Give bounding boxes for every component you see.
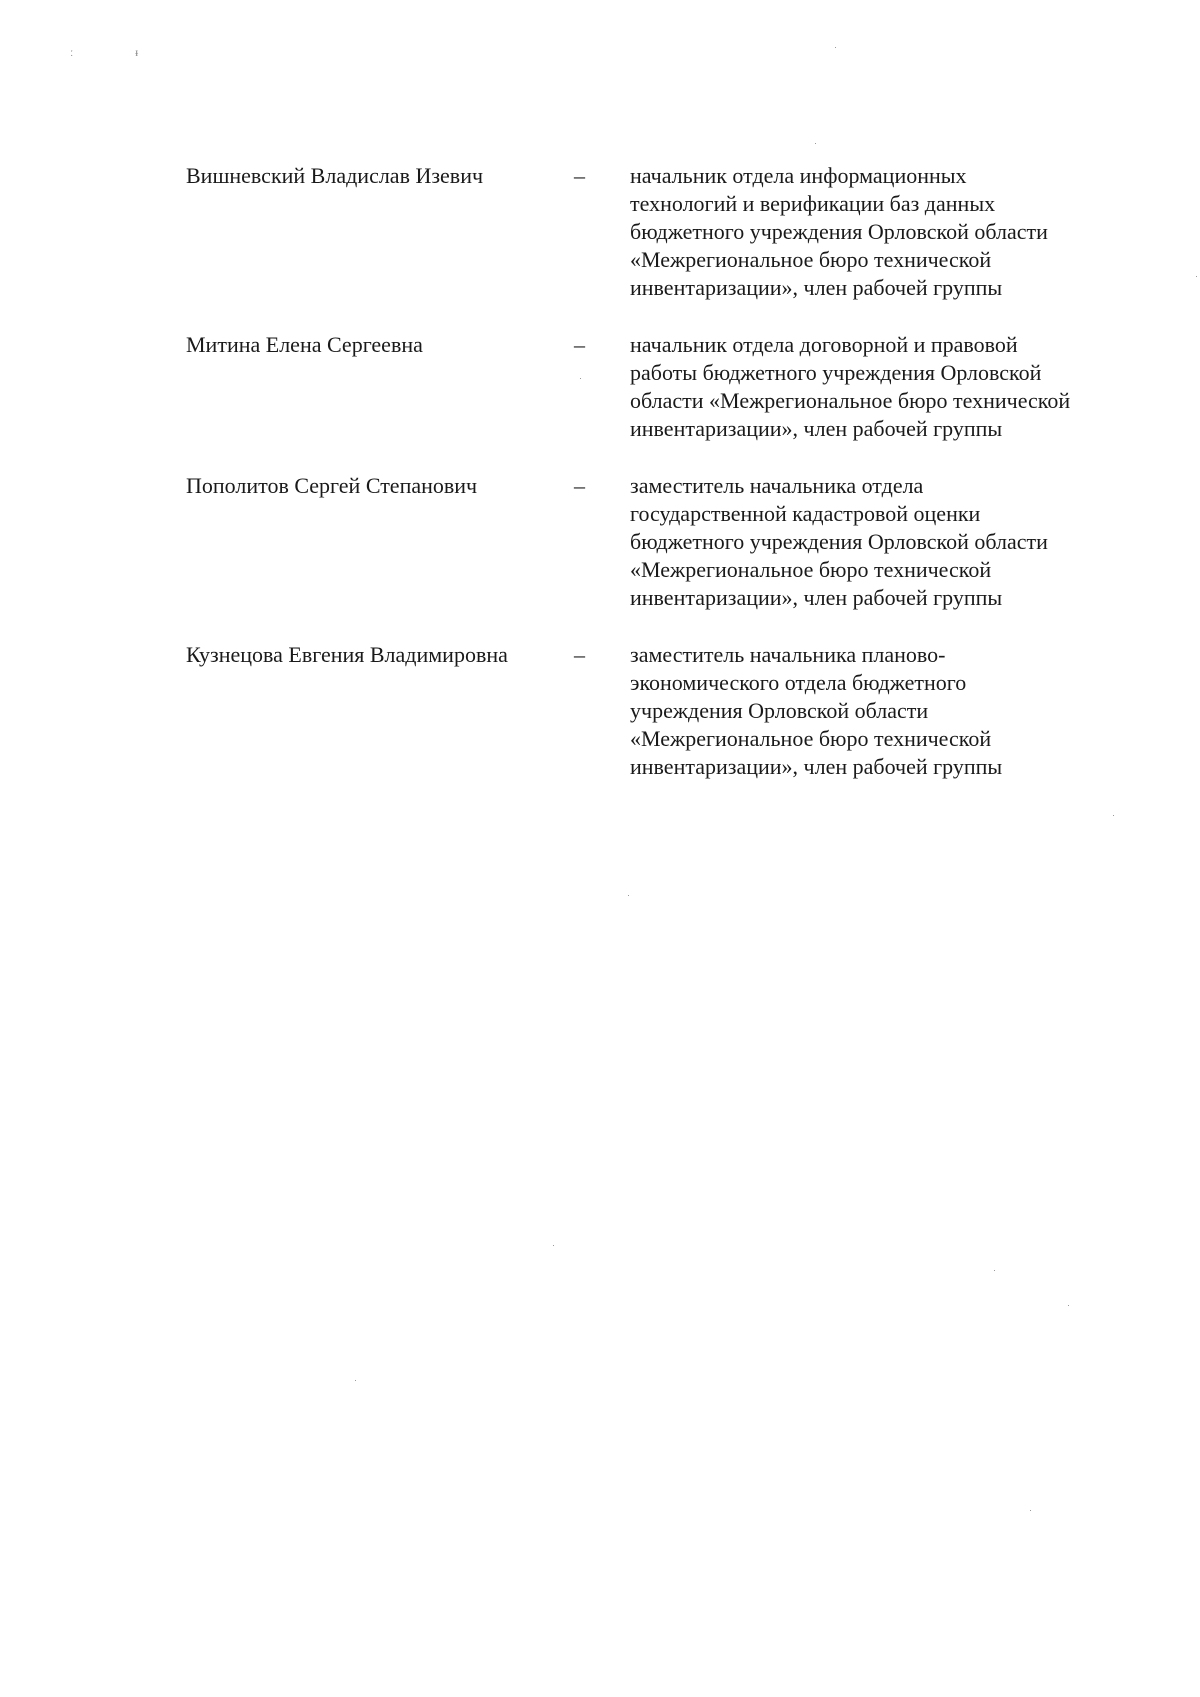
scan-speck (1030, 1510, 1031, 1511)
member-role-line: «Межрегиональное бюро технической (630, 557, 992, 582)
scan-speck (553, 1245, 554, 1246)
member-role-line: инвентаризации», член рабочей группы (630, 585, 1003, 610)
member-dash: – (574, 473, 585, 498)
member-role (630, 162, 1130, 302)
scan-speck (355, 1380, 356, 1381)
member-dash: – (574, 163, 585, 188)
scan-speck (1196, 276, 1197, 277)
member-role (630, 331, 1130, 443)
scan-mark: ː (70, 45, 74, 59)
member-role (630, 472, 1130, 612)
scan-speck (1068, 1305, 1069, 1306)
member-dash: – (574, 642, 585, 667)
member-role-line: бюджетного учреждения Орловской области (630, 219, 1048, 244)
member-role-line: начальник отдела информационных (630, 163, 967, 188)
scan-speck (994, 1270, 995, 1271)
scan-speck (1113, 815, 1114, 816)
member-entry (186, 331, 1146, 443)
scan-speck (628, 895, 629, 896)
member-role-line: «Межрегиональное бюро технической (630, 247, 992, 272)
scan-mark: ᵻ (135, 45, 139, 59)
member-role-line: технологий и верификации баз данных (630, 191, 996, 216)
member-role-line: заместитель начальника планово- (630, 642, 946, 667)
member-entry (186, 641, 1146, 781)
member-role-line: экономического отдела бюджетного (630, 670, 967, 695)
member-role-line: государственной кадастровой оценки (630, 501, 981, 526)
member-role-line: инвентаризации», член рабочей группы (630, 275, 1003, 300)
scan-speck (580, 378, 581, 379)
member-name: Пополитов Сергей Степанович (186, 473, 478, 498)
member-role-line: инвентаризации», член рабочей группы (630, 754, 1003, 779)
member-entry (186, 472, 1146, 612)
member-role-line: «Межрегиональное бюро технической (630, 726, 992, 751)
scan-speck (835, 47, 836, 48)
member-role-line: бюджетного учреждения Орловской области (630, 529, 1048, 554)
member-role-line: заместитель начальника отдела (630, 473, 924, 498)
working-group-members-list (186, 162, 1146, 810)
member-role-line: начальник отдела договорной и правовой (630, 332, 1018, 357)
scan-speck (815, 143, 816, 144)
member-name: Митина Елена Сергеевна (186, 332, 423, 357)
member-role-line: работы бюджетного учреждения Орловской (630, 360, 1042, 385)
member-entry (186, 162, 1146, 302)
member-dash: – (574, 332, 585, 357)
member-role-line: учреждения Орловской области (630, 698, 929, 723)
member-role-line: области «Межрегиональное бюро технической (630, 388, 1071, 413)
member-role (630, 641, 1130, 781)
member-name: Кузнецова Евгения Владимировна (186, 642, 508, 667)
member-role-line: инвентаризации», член рабочей группы (630, 416, 1003, 441)
member-name: Вишневский Владислав Изевич (186, 163, 484, 188)
